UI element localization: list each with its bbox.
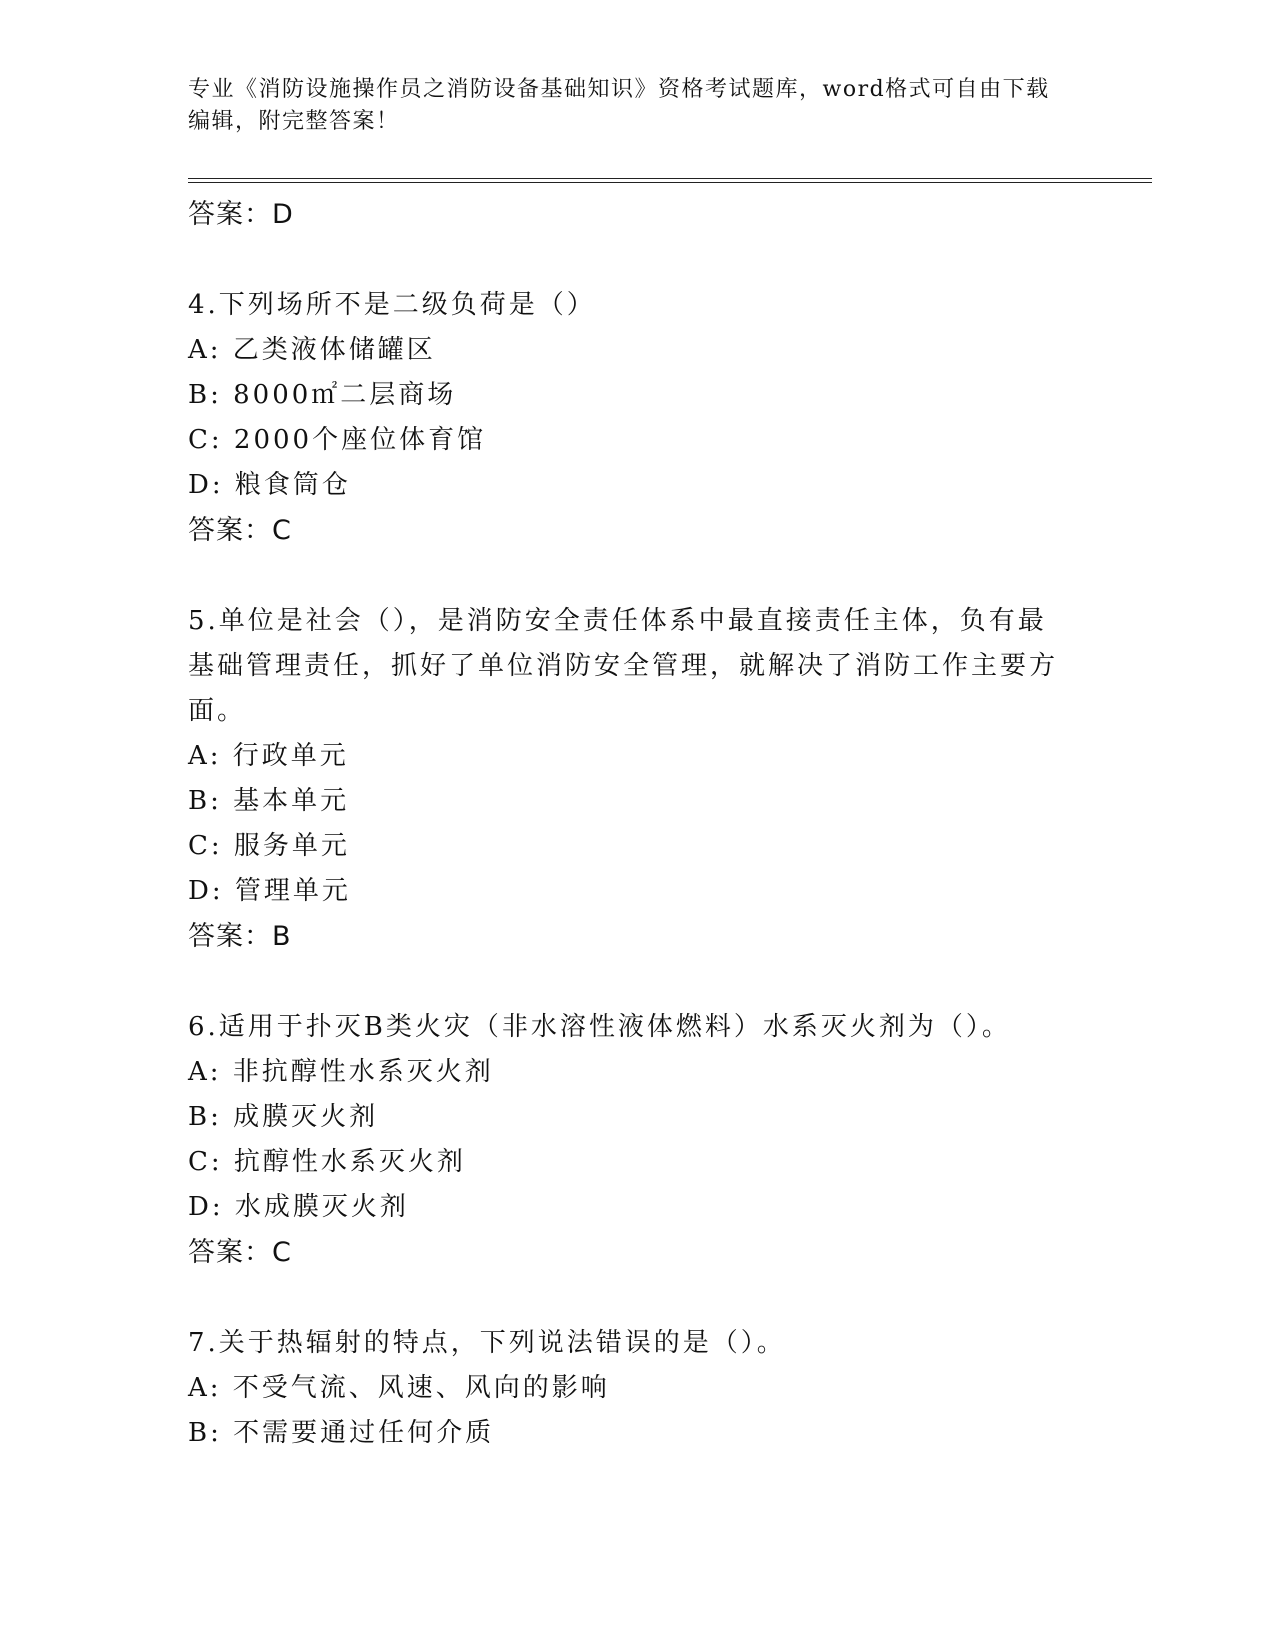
option-d: D: 管理单元	[188, 876, 351, 906]
header-rule	[188, 182, 1152, 183]
answer-line: 答案：B	[188, 921, 292, 952]
answer-line: 答案：C	[188, 1237, 292, 1268]
question-stem: 基础管理责任，抓好了单位消防安全管理，就解决了消防工作主要方	[188, 651, 1059, 681]
question-stem: 6.适用于扑灭B类火灾（非水溶性液体燃料）水系灭火剂为（）。	[188, 1012, 1011, 1042]
option-a: A: 行政单元	[188, 741, 349, 771]
option-a: A: 乙类液体储罐区	[188, 335, 436, 365]
question-stem: 5.单位是社会（），是消防安全责任体系中最直接责任主体，负有最	[188, 606, 1047, 636]
option-a: A: 不受气流、风速、风向的影响	[188, 1373, 610, 1403]
option-b: B: 成膜灭火剂	[188, 1102, 379, 1132]
option-b: B: 基本单元	[188, 786, 350, 816]
question-stem: 面。	[188, 696, 247, 726]
option-d: D: 水成膜灭火剂	[188, 1192, 409, 1222]
header-rule	[188, 178, 1152, 179]
option-c: C: 2000个座位体育馆	[188, 425, 487, 455]
document-header: 专业《消防设施操作员之消防设备基础知识》资格考试题库，word格式可自由下载编辑，附完整答案！	[188, 77, 1050, 134]
option-d: D: 粮食筒仓	[188, 470, 351, 500]
answer-line: 答案：C	[188, 515, 292, 546]
question-stem: 7.关于热辐射的特点，下列说法错误的是（）。	[188, 1328, 786, 1358]
option-a: A: 非抗醇性水系灭火剂	[188, 1057, 494, 1087]
option-c: C: 服务单元	[188, 831, 350, 861]
answer-line: 答案：D	[188, 199, 294, 230]
option-b: B: 8000㎡二层商场	[188, 380, 457, 410]
option-c: C: 抗醇性水系灭火剂	[188, 1147, 466, 1177]
question-stem: 4.下列场所不是二级负荷是（）	[188, 290, 596, 320]
option-b: B: 不需要通过任何介质	[188, 1418, 495, 1448]
